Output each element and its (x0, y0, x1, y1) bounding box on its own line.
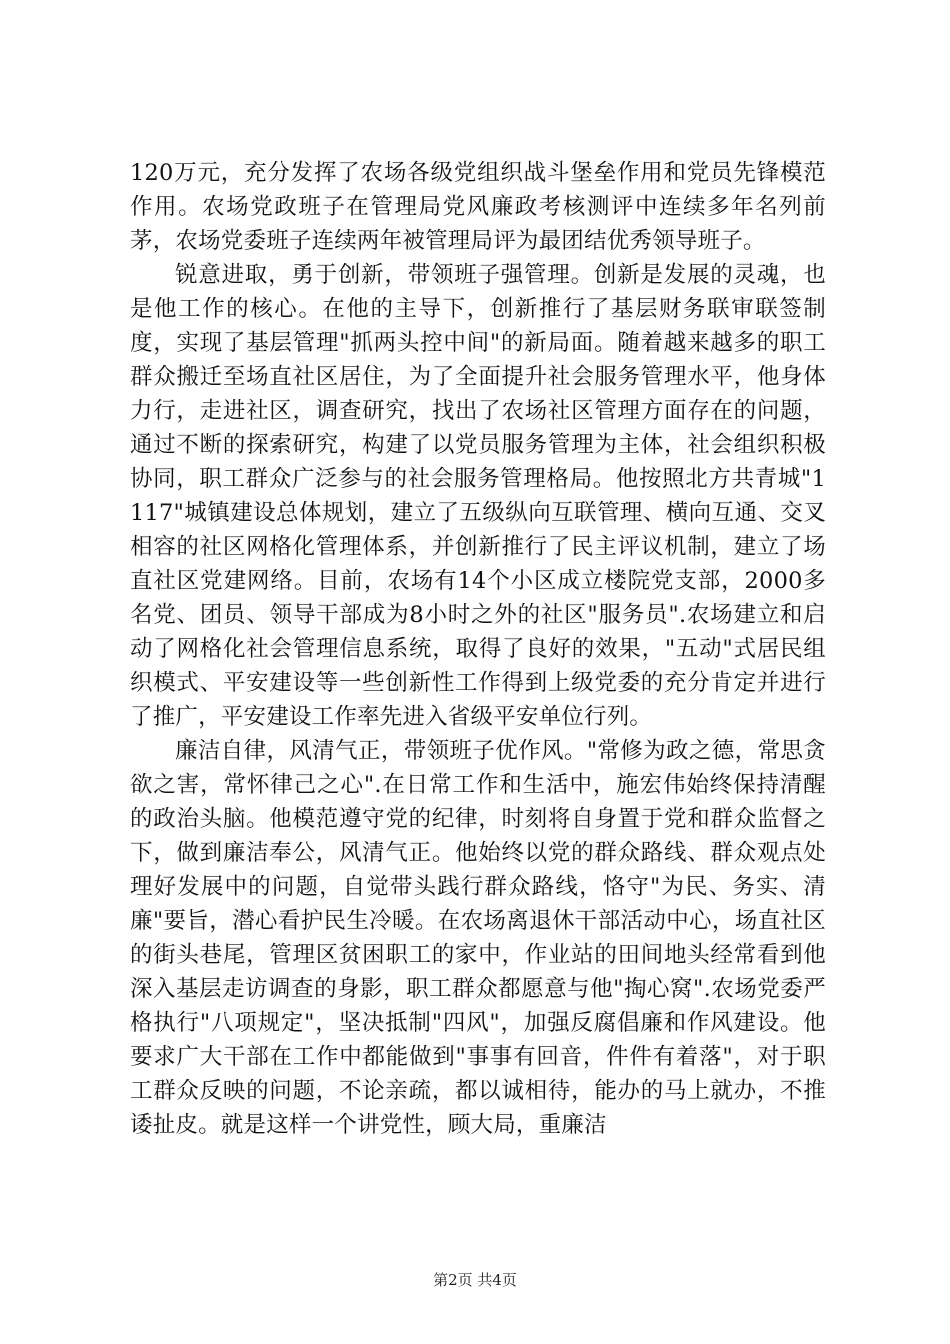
paragraph-innovation: 锐意进取，勇于创新，带领班子强管理。创新是发展的灵魂，也是他工作的核心。在他的主导下，创新推行了基层财务联审联签制度，实现了基层管理"抓两头控中间"的新局面。随着越来越多的职工群众搬迁至场直社区居住，为了全面提升社会服务管理水平，他身体力行，走进社区，调查研究，找出了农场社区管理方面存在的问题，通过不断的探索研究，构建了以党员服务管理为主体，社会组织积极协同，职工群众广泛参与的社会服务管理格局。他按照北方共青城"1117"城镇建设总体规划，建立了五级纵向互联管理、横向互通、交叉相容的社区网格化管理体系，并创新推行了民主评议机制，建立了场直社区党建网络。目前，农场有14个小区成立楼院党支部，2000多名党、团员、领导干部成为8小时之外的社区"服务员".农场建立和启动了网格化社会管理信息系统，取得了良好的效果，"五动"式居民组织模式、平安建设等一些创新性工作得到上级党委的充分肯定并进行了推广，平安建设工作率先进入省级平安单位行列。 (130, 262, 826, 730)
page-number: 第2页 共4页 (433, 1271, 517, 1289)
paragraph-integrity: 廉洁自律，风清气正，带领班子优作风。"常修为政之德，常思贪欲之害，常怀律己之心".在日常工作和生活中，施宏伟始终保持清醒的政治头脑。他模范遵守党的纪律，时刻将自身置于党和群众监督之下，做到廉洁奉公，风清气正。他始终以党的群众路线、群众观点处理好发展中的问题，自觉带头践行群众路线，恪守"为民、务实、清廉"要旨，潜心看护民生冷暖。在农场离退休干部活动中心，场直社区的街头巷尾，管理区贫困职工的家中，作业站的田间地头经常看到他深入基层走访调查的身影，职工群众都愿意与他"掏心窝".农场党委严格执行"八项规定"，坚决抵制"四风"，加强反腐倡廉和作风建设。他要求广大干部在工作中都能做到"事事有回音，件件有着落"，对于职工群众反映的问题，不论亲疏，都以诚相待，能办的马上就办，不推诿扯皮。就是这样一个讲党性，顾大局，重廉洁 (130, 738, 826, 1138)
document-body (130, 156, 826, 1142)
page-footer (0, 1270, 950, 1290)
paragraph-continuation: 120万元，充分发挥了农场各级党组织战斗堡垒作用和党员先锋模范作用。农场党政班子在管理局党风廉政考核测评中连续多年名列前茅，农场党委班子连续两年被管理局评为最团结优秀领导班子。 (130, 160, 826, 254)
